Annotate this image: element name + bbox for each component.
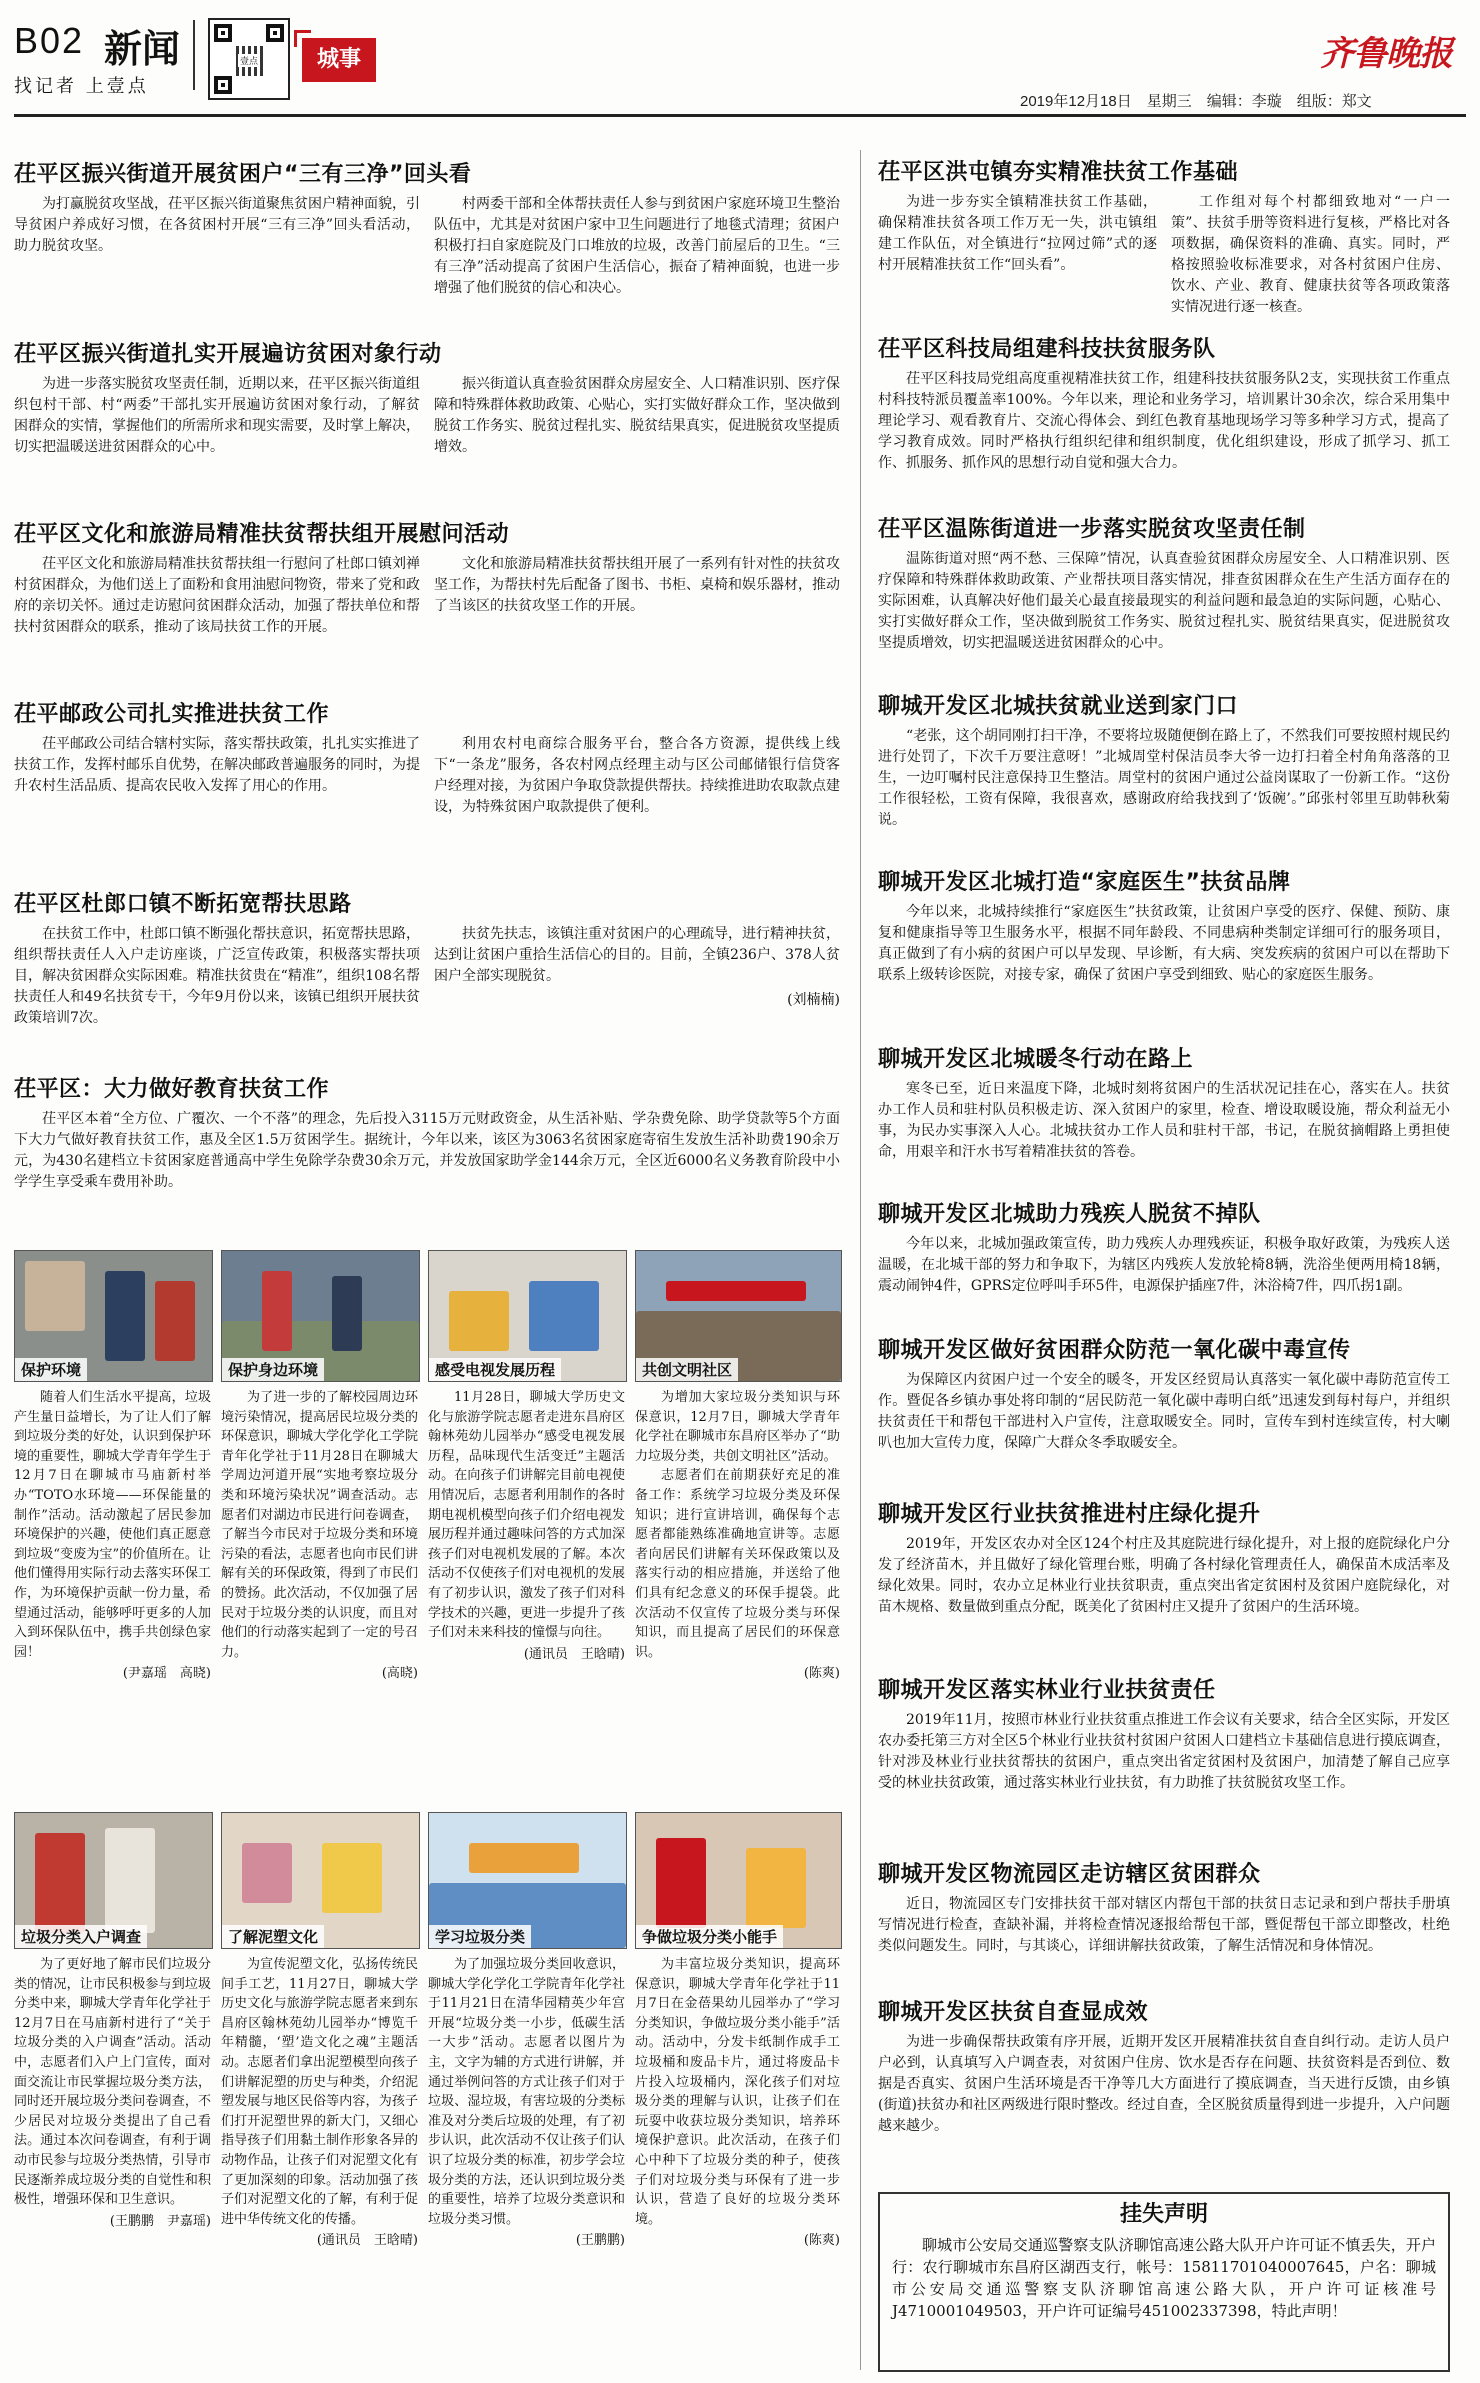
news-photo [635, 1250, 842, 1382]
news-photo [428, 1250, 627, 1382]
byline: (陈爽) [803, 2233, 840, 2249]
article-title: 茌平邮政公司扎实推进扶贫工作 [14, 702, 330, 727]
byline: (刘楠楠) [787, 992, 840, 1008]
article-paragraph: 茌平邮政公司结合辖村实际，落实帮扶政策，扎扎实实推进了扶贫工作，发挥村邮乐自优势，在解决邮政普遍服务的同时，为提升农村生活品质、提高农民收入发挥了用心的作用。 [14, 736, 420, 794]
article-paragraph: 温陈街道对照“两不愁、三保障”情况，认真查验贫困群众房屋安全、人口精准识别、医疗保障和特殊群体救助政策、产业帮扶项目落实情况，排查贫困群众在生产生活方面存在的实际困难，认真解决好他们最关心最直接最现实的利益问题和最急迫的实际问题，心贴心、实打实做好群众工作，坚决做到脱贫工作务实、脱贫过程扎实、脱贫结果真实，促进脱贫攻坚提质增效，切实把温暖送进贫困群众的心中。 [878, 551, 1450, 651]
article [14, 700, 840, 818]
article-paragraph: 今年以来，北城加强政策宣传，助力残疾人办理残疾证，积极争取好政策，为残疾人送温暖，在北城干部的努力和争取下，为辖区内残疾人发放轮椅8辆，洗浴坐便两用椅18辆，震动闹钟4件，GPRS定位呼叫手环5件，电源保护插座7件，沐浴椅7件，四爪拐1副。 [878, 1236, 1450, 1294]
photo-caption: 保护环境 [15, 1358, 87, 1381]
story-paragraph: 为丰富垃圾分类知识，提高环保意识，聊城大学青年化学社于11月7日在金蓓果幼儿园举办了“学习分类知识，争做垃圾分类小能手”活动。活动中，分发卡纸制作成手工垃圾桶和废品卡片，通过将废品卡片投入垃圾桶内，深化孩子们对垃圾分类的理解与认识，让孩子们在玩耍中收获垃圾分类知识，培养环境保护意识。此次活动，在孩子们心中种下了垃圾分类的种子，使孩子们对垃圾分类与环保有了进一步认识，营造了良好的垃圾分类环境。 [635, 1957, 840, 2227]
page-code: B02 [14, 20, 85, 61]
article [878, 1200, 1450, 1297]
story-paragraph: 为了进一步的了解校园周边环境污染情况，提高居民垃圾分类的环保意识，聊城大学化学化工学院青年化学社于11月28日在聊城大学周边河道开展“实地考察垃圾分类和环境污染状况”调查活动。志愿者们对湖边市民进行问卷调查，了解当今市民对于垃圾分类和环境污染的看法，志愿者也向市民们讲解有关的环保政策，得到了市民们的赞扬。此次活动，不仅加强了居民对于垃圾分类的认识度，而且对他们的行动落实起到了一定的号召力。 [221, 1390, 418, 1660]
photo-story [221, 1955, 418, 2251]
article [878, 1998, 1450, 2137]
article [14, 890, 840, 1029]
story-paragraph: 11月28日，聊城大学历史文化与旅游学院志愿者走进东昌府区翰林苑幼儿园举办“感受电视发展历程，品味现代生活变迁”主题活动。在向孩子们讲解完目前电视使用情况后，志愿者利用制作的各时期电视机模型向孩子们介绍电视发展历程并通过趣味问答的方式加深孩子们对电视机发展的了解。本次活动不仅使孩子们对电视机的发展有了初步认识，激发了孩子们对科学技术的兴趣，更进一步提升了孩子们对未来科技的憧憬与向往。 [428, 1390, 625, 1641]
qr-label: 壹点 [238, 54, 260, 67]
byline: (通讯员 王晗晴) [523, 1646, 625, 1662]
article-paragraph: 工作组对每个村都细致地对“一户一策”、扶贫手册等资料进行复核，严格比对各项数据，确保资料的准确、真实。同时，严格按照验收标准要求，对各村贫困户住房、饮水、产业、教育、健康扶贫等各项政策落实情况进行逐一核查。 [1171, 194, 1450, 315]
article [878, 1860, 1450, 1957]
article-title: 聊城开发区北城扶贫就业送到家门口 [878, 694, 1239, 719]
article-title: 茌平区振兴街道扎实开展遍访贫困对象行动 [14, 342, 442, 367]
article-paragraph: 为进一步落实脱贫攻坚责任制，近期以来，茌平区振兴街道组织包村干部、村“两委”干部扎实开展遍访贫困对象行动，了解贫困群众的实情，掌握他们的所需所求和现实需要，及时掌上解决，切实把温暖送进贫困群众的心中。 [14, 376, 420, 455]
photo-caption: 垃圾分类入户调查 [15, 1925, 147, 1948]
article-paragraph: 在扶贫工作中，杜郎口镇不断强化帮扶意识，拓宽帮扶思路，组织帮扶责任人入户走访座谈，广泛宣传政策，积极落实帮扶项目，解决贫困群众实际困难。精准扶贫贵在“精准”，组织108名帮扶责任人和49名扶贫专干，今年9月份以来，该镇已组织开展扶贫政策培训7次。 [14, 926, 420, 1026]
article [14, 160, 840, 299]
article-paragraph: 近日，物流园区专门安排扶贫干部对辖区内帮包干部的扶贫日志记录和到户帮扶手册填写情况进行检查，查缺补漏，并将检查情况逐报给帮包干部，暨促帮包干部立即整改，杜绝类似问题发生。同时，与其谈心，详细讲解扶贫政策，了解生活情况和身体情况。 [878, 1896, 1450, 1954]
article [878, 335, 1450, 474]
news-photo [14, 1250, 213, 1382]
photo-caption: 了解泥塑文化 [222, 1925, 324, 1948]
news-photo [635, 1812, 842, 1949]
story-paragraph: 为增加大家垃圾分类知识与环保意识，12月7日，聊城大学青年化学社在聊城市东昌府区举办了“助力垃圾分类，共创文明社区”活动。 [635, 1390, 840, 1464]
article-title: 聊城开发区做好贫困群众防范一氧化碳中毒宣传 [878, 1338, 1351, 1363]
article-title: 茌平区杜郎口镇不断拓宽帮扶思路 [14, 892, 352, 917]
article-title: 聊城开发区扶贫自查显成效 [878, 2000, 1149, 2025]
article [14, 520, 840, 638]
article-paragraph: 文化和旅游局精准扶贫帮扶组开展了一系列有针对性的扶贫攻坚工作，为帮扶村先后配备了图书、书柜、桌椅和娱乐器材，推动了当该区的扶贫攻坚工作的开展。 [434, 556, 840, 614]
article [878, 1676, 1450, 1794]
byline: (高晓) [381, 1666, 418, 1682]
photo-caption: 争做垃圾分类小能手 [636, 1925, 783, 1948]
article-paragraph: 寒冬已至，近日来温度下降，北城时刻将贫困户的生活状况记挂在心，落实在人。扶贫办工作人员和驻村队员积极走访、深入贫困户的家里，检查、增设取暖设施，帮众利益无小事，为民办实事深入人心。北城扶贫办工作人员和驻村干部，书记，在脱贫摘帽路上勇担使命，用艰辛和汗水书写着精准扶贫的答卷。 [878, 1081, 1450, 1160]
news-photo [221, 1812, 420, 1949]
article-paragraph: 茌平区文化和旅游局精准扶贫帮扶组一行慰问了杜郎口镇刘禅村贫困群众，为他们送上了面粉和食用油慰问物资，带来了党和政府的亲切关怀。通过走访慰问贫困群众活动，加强了帮扶单位和帮扶村贫困群众的联系，推动了该局扶贫工作的开展。 [14, 556, 420, 635]
article [14, 340, 840, 458]
photo-caption: 学习垃圾分类 [429, 1925, 531, 1948]
article [14, 1075, 840, 1193]
photo-caption: 保护身边环境 [222, 1358, 324, 1381]
article-paragraph: “老张，这个胡同刚打扫干净，不要将垃圾随便倒在路上了，不然我们可要按照村规民约进行处罚了，下次千万要注意呀！”北城周堂村保洁员李大爷一边打扫着全村角角落落的卫生，一边叮嘱村民注意保持卫生整洁。周堂村的贫困户通过公益岗谋取了一份新工作。“这份工作很轻松，工资有保障，我很喜欢，感谢政府给我找到了‘饭碗’。”邱张村邻里互助韩秋菊说。 [878, 728, 1450, 828]
photo-story [14, 1955, 211, 2231]
byline: (王鹏鹏) [575, 2233, 625, 2249]
notice-title: 挂失声明 [1119, 2202, 1208, 2227]
article [878, 158, 1450, 318]
article-title: 茌平区洪屯镇夯实精准扶贫工作基础 [878, 160, 1239, 185]
photo-story [635, 1955, 840, 2251]
article-paragraph: 为保障区内贫困户过一个安全的暖冬，开发区经贸局认真落实一氧化碳中毒防范宣传工作。暨促各乡镇办事处将印制的“居民防范一氧化碳中毒明白纸”迅速发到每村每户，并组织扶贫责任干和帮包干部进村入户宣传，注意取暖安全。同时，宣传车到村连续宣传，村大喇叭也加大宣传力度，保障广大群众冬季取暖安全。 [878, 1372, 1450, 1451]
news-photo [428, 1812, 627, 1949]
byline: (尹嘉瑶 高晓) [122, 1666, 211, 1682]
article-paragraph: 村两委干部和全体帮扶责任人参与到贫困户家庭环境卫生整治队伍中，尤其是对贫困户家中卫生问题进行了地毯式清理；贫困户积极打扫自家庭院及门口堆放的垃圾，改善门前屋后的卫生。“三有三净”活动提高了贫困户生活信心，振奋了精神面貌，也进一步增强了他们脱贫的信心和决心。 [434, 196, 840, 296]
header-rule [14, 114, 1466, 117]
byline: (陈爽) [803, 1666, 840, 1682]
section-tag: 城事 [302, 38, 376, 82]
article [878, 1336, 1450, 1454]
section-name: 新闻 [104, 27, 181, 71]
article-paragraph: 扶贫先扶志，该镇注重对贫困户的心理疏导，进行精神扶贫，达到让贫困户重拾生活信心的目的。目前，全镇236户、378人贫困户全部实现脱贫。 [434, 926, 840, 984]
article-title: 茌平区振兴街道开展贫困户“三有三净”回头看 [14, 162, 472, 187]
article-paragraph: 今年以来，北城持续推行“家庭医生”扶贫政策，让贫困户享受的医疗、保健、预防、康复和健康指导等卫生服务水平，根据不同年龄段、不同患病种类制定详细可行的服务项目，真正做到了有小病的贫困户可以早发现、早诊断，有大病、突发疾病的贫困户可以在帮助下联系上级转诊医院，对接专家，确保了贫困户享受到细致、贴心的家庭医生服务。 [878, 904, 1450, 983]
column-divider [860, 150, 861, 2370]
story-paragraph: 为宣传泥塑文化，弘扬传统民间手工艺，11月27日，聊城大学历史文化与旅游学院志愿者来到东昌府区翰林苑幼儿园举办“博览千年精髓，‘塑’造文化之魂”主题活动。志愿者们拿出泥塑模型向孩子们讲解泥塑的历史与种类，介绍泥塑发展与地区民俗等内容，为孩子们打开泥塑世界的新大门，又细心指导孩子们用黏土制作形象各异的动物作品，让孩子们对泥塑文化有了更加深刻的印象。活动加强了孩子们对泥塑文化的了解，有利于促进中华传统文化的传播。 [221, 1957, 418, 2227]
article-paragraph: 为进一步确保帮扶政策有序开展，近期开发区开展精准扶贫自查自纠行动。走访人员户户必到，认真填写入户调查表，对贫困户住房、饮水是否存在问题、扶贫资料是否到位、数据是否真实、贫困户生活环境是否干净等几大方面进行了摸底调查，当天进行反馈，由乡镇(街道)扶贫办和社区两级进行限时整改。经过自查，全区脱贫质量得到进一步提升，入户问题越来越少。 [878, 2034, 1450, 2134]
article [878, 515, 1450, 654]
story-paragraph: 随着人们生活水平提高，垃圾产生量日益增长，为了让人们了解到垃圾分类的好处，认识到保护环境的重要性，聊城大学青年学生于12月7日在聊城市马庙新村举办“TOTO水环境——环保能量的制作”活动。活动激起了居民参加环境保护的兴趣，使他们真正愿意到垃圾“变废为宝”的价值所在。让他们懂得用实际行动去落实环保工作，为环境保护贡献一份力量，希望通过活动，能够呼吁更多的人加入到环保队伍中，携手共创绿色家园！ [14, 1390, 211, 1660]
article-paragraph: 2019年，开发区农办对全区124个村庄及其庭院进行绿化提升，对上报的庭院绿化户分发了经济苗木，并且做好了绿化管理台账，明确了各村绿化管理责任人，确保苗木成活率及绿化效果。同时，农办立足林业行业扶贫职责，重点突出省定贫困村及贫困户庭院绿化，对苗木规格、数量做到重点分配，既美化了贫困村庄又提升了贫困户的生活环境。 [878, 1536, 1450, 1615]
reporter-label: 找记者 上壹点 [14, 76, 149, 97]
article-paragraph: 茌平区科技局党组高度重视精准扶贫工作，组建科技扶贫服务队2支，实现扶贫工作重点村科技特派员覆盖率100%。今年以来，理论和业务学习，培训累计30余次，综合采用集中理论学习、观看教育片、交流心得体会、到红色教育基地现场学习等多种学习方式，提高了学习教育成效。同时严格执行组织纪律和组织制度，优化组织建设，形成了抓学习、抓工作、抓服务、抓作风的思想行动自觉和强大合力。 [878, 371, 1450, 471]
story-paragraph: 为了加强垃圾分类回收意识，聊城大学化学化工学院青年化学社于11月21日在清华园精英少年宫开展“垃圾分类一小步，低碳生活一大步”活动。志愿者以图片为主，文字为辅的方式进行讲解，并通过举例问答的方式让孩子们对于垃圾、湿垃圾，有害垃圾的分类标准及对分类后垃圾的处理，有了初步认识，此次活动不仅让孩子们认识了垃圾分类的标准，初步学会垃圾分类的方法，还认识到垃圾分类的重要性，培养了垃圾分类意识和垃圾分类习惯。 [428, 1957, 625, 2227]
article-paragraph: 为打赢脱贫攻坚战，茌平区振兴街道聚焦贫困户精神面貌，引导贫困户养成好习惯，在各贫困村开展“三有三净”回头看活动，助力脱贫攻坚。 [14, 196, 420, 254]
article-title: 聊城开发区物流园区走访辖区贫困群众 [878, 1862, 1261, 1887]
article [878, 1500, 1450, 1618]
photo-story [428, 1955, 625, 2251]
article-paragraph: 2019年11月，按照市林业行业扶贫重点推进工作会议有关要求，结合全区实际，开发区农办委托第三方对全区5个林业行业扶贫村贫困户贫困人口建档立卡基础信息进行摸底调查，针对涉及林业行业扶贫帮扶的贫困户，重点突出省定贫困村及贫困户，加清楚了解自己应享受的林业扶贫政策，通过落实林业行业扶贫，有力助推了扶贫脱贫攻坚工作。 [878, 1712, 1450, 1791]
photo-story [635, 1388, 840, 1684]
newspaper-logo: 齐鲁晚报 [1320, 34, 1452, 74]
article [878, 1045, 1450, 1163]
article-title: 茌平区温陈街道进一步落实脱贫攻坚责任制 [878, 517, 1306, 542]
lost-notice-box [878, 2192, 1450, 2372]
article-paragraph: 为进一步夯实全镇精准扶贫工作基础，确保精准扶贫各项工作万无一失，洪屯镇组建工作队伍，对全镇进行“拉网过筛”式的逐村开展精准扶贫工作“回头看”。 [878, 194, 1157, 273]
byline: (通讯员 王晗晴) [316, 2233, 418, 2249]
photo-story [14, 1388, 211, 1684]
header-divider [193, 20, 195, 90]
article-title: 茌平区文化和旅游局精准扶贫帮扶组开展慰问活动 [14, 522, 510, 547]
news-photo [14, 1812, 213, 1949]
dateline: 2019年12月18日 星期三 编辑：李璇 组版：郑文 [1020, 93, 1372, 110]
article-title: 茌平区：大力做好教育扶贫工作 [14, 1077, 330, 1102]
qr-code-icon[interactable] [208, 18, 290, 100]
photo-story [428, 1388, 625, 1664]
article-title: 聊城开发区行业扶贫推进村庄绿化提升 [878, 1502, 1261, 1527]
article-paragraph: 利用农村电商综合服务平台，整合各方资源，提供线上线下“一条龙”服务，各农村网点经理主动与区公司邮储银行信贷客户经理对接，为贫困户争取贷款提供帮扶。持续推进助农取款点建设，为特殊贫困户取款提供了便利。 [434, 736, 840, 815]
photo-caption: 共创文明社区 [636, 1358, 738, 1381]
photo-caption: 感受电视发展历程 [429, 1358, 561, 1381]
article-paragraph: 振兴街道认真查验贫困群众房屋安全、人口精准识别、医疗保障和特殊群体救助政策、心贴心，实打实做好群众工作，坚决做到脱贫工作务实、脱贫过程扎实、脱贫结果真实，促进脱贫攻坚提质增效。 [434, 376, 840, 455]
article-title: 茌平区科技局组建科技扶贫服务队 [878, 337, 1216, 362]
story-paragraph: 志愿者们在前期获好充足的准备工作：系统学习垃圾分类及环保知识；进行宣讲培训，确保每个志愿者都能熟练准确地宣讲等。志愿者向居民们讲解有关环保政策以及落实行动的相应措施，并送给了他们具有纪念意义的环保手提袋。此次活动不仅宣传了垃圾分类与环保知识，而且提高了居民们的环保意识。 [635, 1468, 840, 1660]
byline: (王鹏鹏 尹嘉瑶) [109, 2213, 211, 2229]
news-photo [221, 1250, 420, 1382]
article-title: 聊城开发区北城打造“家庭医生”扶贫品牌 [878, 870, 1291, 895]
article-paragraph: 茌平区本着“全方位、广覆次、一个不落”的理念，先后投入3115万元财政资金，从生活补贴、学杂费免除、助学贷款等5个方面下大力气做好教育扶贫工作，惠及全区1.5万贫困学生。据统计，今年以来，该区为3063名贫困家庭寄宿生发放生活补助费190余万元，为430名建档立卡贫困家庭普通高中学生免除学杂费30余万元，并发放国家助学金144余万元，全区近6000名义务教育阶段中小学学生享受乘车费用补助。 [14, 1111, 840, 1190]
story-paragraph: 为了更好地了解市民们垃圾分类的情况，让市民积极参与到垃圾分类中来，聊城大学青年化学社于12月7日在马庙新村进行了“关于垃圾分类的入户调查”活动。活动中，志愿者们入户上门宣传，面对面交流让市民掌握垃圾分类方法，同时还开展垃圾分类问卷调查，不少居民对垃圾分类提出了自己看法。通过本次问卷调查，有利于调动市民参与垃圾分类热情，引导市民逐渐养成垃圾分类的自觉性和积极性，增强环保和卫生意识。 [14, 1957, 211, 2208]
photo-story [221, 1388, 418, 1684]
notice-body: 聊城市公安局交通巡警察支队济聊馆高速公路大队开户许可证不慎丢失，开户行：农行聊城市东昌府区湖西支行，帐号：15811701040007645，户名：聊城市公安局交通巡警察支队济聊馆高速公路大队，开户许可证核准号J4710001049503，开户许可证编号451002337398，特此声明！ [892, 2236, 1436, 2320]
article [878, 692, 1450, 831]
article-title: 聊城开发区北城暖冬行动在路上 [878, 1047, 1194, 1072]
article [878, 868, 1450, 986]
article-title: 聊城开发区北城助力残疾人脱贫不掉队 [878, 1202, 1261, 1227]
article-title: 聊城开发区落实林业行业扶贫责任 [878, 1678, 1216, 1703]
